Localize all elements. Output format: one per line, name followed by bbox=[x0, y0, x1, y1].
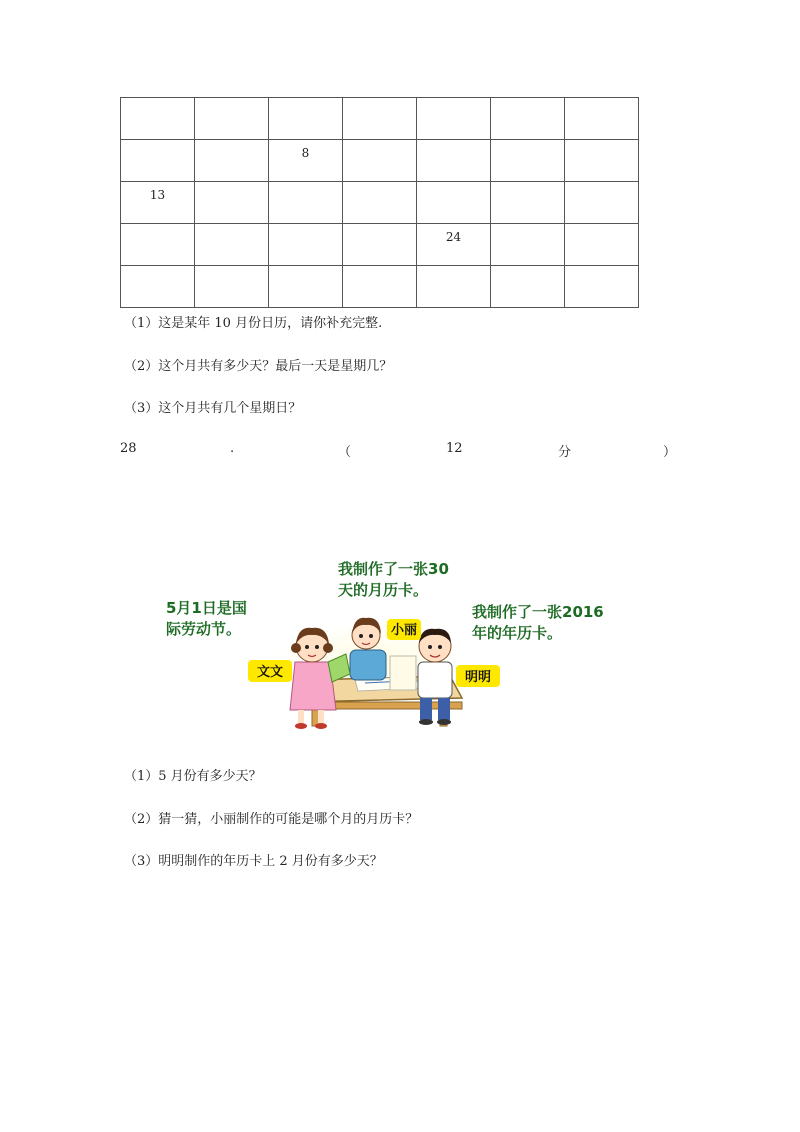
question-27-1: （1）这是某年 10 月份日历，请你补充完整. bbox=[124, 316, 383, 331]
wenwen-speech-line1: 5月1日是国 bbox=[166, 599, 247, 617]
xiaoli-name: 小丽 bbox=[390, 623, 418, 638]
calendar-day-number bbox=[195, 98, 268, 105]
calendar-day-number bbox=[343, 182, 416, 189]
october-calendar-table bbox=[120, 97, 639, 308]
calendar-making-illustration bbox=[150, 550, 630, 730]
calendar-cell bbox=[121, 140, 195, 182]
calendar-day-number bbox=[121, 98, 194, 105]
calendar-cell bbox=[565, 140, 639, 182]
mingming-speech-line2: 年的年历卡。 bbox=[472, 624, 563, 642]
calendar-cell bbox=[417, 266, 491, 308]
calendar-day-number bbox=[491, 224, 564, 231]
calendar-day-number bbox=[195, 182, 268, 189]
calendar-row bbox=[121, 224, 639, 266]
calendar-day-number bbox=[269, 98, 342, 105]
calendar-cell bbox=[269, 266, 343, 308]
calendar-day-number bbox=[417, 182, 490, 189]
wenwen-speech-line2: 际劳动节。 bbox=[166, 620, 242, 638]
calendar-cell bbox=[417, 98, 491, 140]
mingming-name: 明明 bbox=[464, 670, 492, 685]
calendar-day-number bbox=[343, 266, 416, 273]
calendar-cell bbox=[343, 98, 417, 140]
calendar-row bbox=[121, 182, 639, 224]
calendar-cell bbox=[491, 98, 565, 140]
calendar-day-number bbox=[417, 98, 490, 105]
calendar-row bbox=[121, 98, 639, 140]
calendar-cell bbox=[195, 224, 269, 266]
calendar-cell bbox=[491, 140, 565, 182]
calendar-cell bbox=[343, 266, 417, 308]
calendar-cell bbox=[417, 224, 491, 266]
question-dot: . bbox=[230, 441, 235, 456]
wenwen-name: 文文 bbox=[256, 665, 284, 680]
points-value: 12 bbox=[446, 441, 463, 456]
calendar-cell bbox=[565, 182, 639, 224]
calendar-cell bbox=[491, 182, 565, 224]
calendar-cell bbox=[565, 266, 639, 308]
calendar-cell bbox=[269, 182, 343, 224]
calendar-day-number bbox=[417, 140, 490, 147]
calendar-day-number bbox=[565, 140, 638, 147]
calendar-cell bbox=[195, 98, 269, 140]
calendar-row bbox=[121, 140, 639, 182]
calendar-day-number bbox=[417, 266, 490, 273]
xiaoli-speech-line1: 我制作了一张30 bbox=[338, 560, 449, 578]
calendar-row bbox=[121, 266, 639, 308]
points-unit: 分 bbox=[558, 445, 572, 460]
close-paren: ） bbox=[663, 445, 677, 460]
calendar-cell bbox=[269, 224, 343, 266]
calendar-cell bbox=[121, 266, 195, 308]
calendar-day-number bbox=[565, 224, 638, 231]
calendar-day-number bbox=[269, 182, 342, 189]
calendar-day-number bbox=[121, 266, 194, 273]
calendar-cell bbox=[417, 140, 491, 182]
calendar-cell bbox=[121, 224, 195, 266]
calendar-cell bbox=[269, 140, 343, 182]
calendar-day-number bbox=[343, 98, 416, 105]
calendar-day-number bbox=[491, 98, 564, 105]
calendar-cell bbox=[343, 224, 417, 266]
calendar-cell bbox=[121, 182, 195, 224]
calendar-cell bbox=[195, 266, 269, 308]
calendar-day-number bbox=[121, 224, 194, 231]
calendar-day-number bbox=[269, 224, 342, 231]
calendar-cell bbox=[343, 140, 417, 182]
calendar-cell bbox=[195, 140, 269, 182]
calendar-cell bbox=[491, 224, 565, 266]
calendar-day-number bbox=[195, 266, 268, 273]
calendar-day-number bbox=[491, 182, 564, 189]
calendar-day-number bbox=[269, 266, 342, 273]
calendar-day-number: 13 bbox=[149, 188, 166, 202]
calendar-day-number: 24 bbox=[445, 230, 462, 244]
calendar-day-number bbox=[195, 224, 268, 231]
calendar-body bbox=[121, 98, 639, 308]
mingming-speech-line1: 我制作了一张2016 bbox=[472, 603, 604, 621]
calendar-cell bbox=[565, 224, 639, 266]
calendar-day-number bbox=[565, 182, 638, 189]
question-28-2: （2）猜一猜，小丽制作的可能是哪个月的月历卡？ bbox=[124, 812, 419, 827]
open-paren: （ bbox=[338, 445, 352, 460]
question-27-3: （3）这个月共有几个星期日？ bbox=[124, 401, 302, 416]
question-28-3: （3）明明制作的年历卡上 2 月份有多少天？ bbox=[124, 854, 383, 869]
calendar-cell bbox=[195, 182, 269, 224]
calendar-day-number bbox=[491, 266, 564, 273]
calendar-cell bbox=[121, 98, 195, 140]
calendar-cell bbox=[565, 98, 639, 140]
calendar-cell bbox=[343, 182, 417, 224]
question-27-2: （2）这个月共有多少天？最后一天是星期几？ bbox=[124, 359, 393, 374]
calendar-day-number bbox=[343, 140, 416, 147]
xiaoli-speech-line2: 天的月历卡。 bbox=[338, 581, 429, 599]
calendar-day-number bbox=[491, 140, 564, 147]
calendar-day-number bbox=[121, 140, 194, 147]
calendar-cell bbox=[491, 266, 565, 308]
question-28-1: （1）5 月份有多少天？ bbox=[124, 769, 262, 784]
question-number: 28 bbox=[120, 441, 137, 456]
question-28-heading bbox=[120, 441, 675, 459]
calendar-day-number bbox=[195, 140, 268, 147]
calendar-day-number: 8 bbox=[301, 146, 310, 160]
calendar-cell bbox=[417, 182, 491, 224]
calendar-day-number bbox=[565, 266, 638, 273]
calendar-cell bbox=[269, 98, 343, 140]
calendar-day-number bbox=[343, 224, 416, 231]
calendar-day-number bbox=[565, 98, 638, 105]
